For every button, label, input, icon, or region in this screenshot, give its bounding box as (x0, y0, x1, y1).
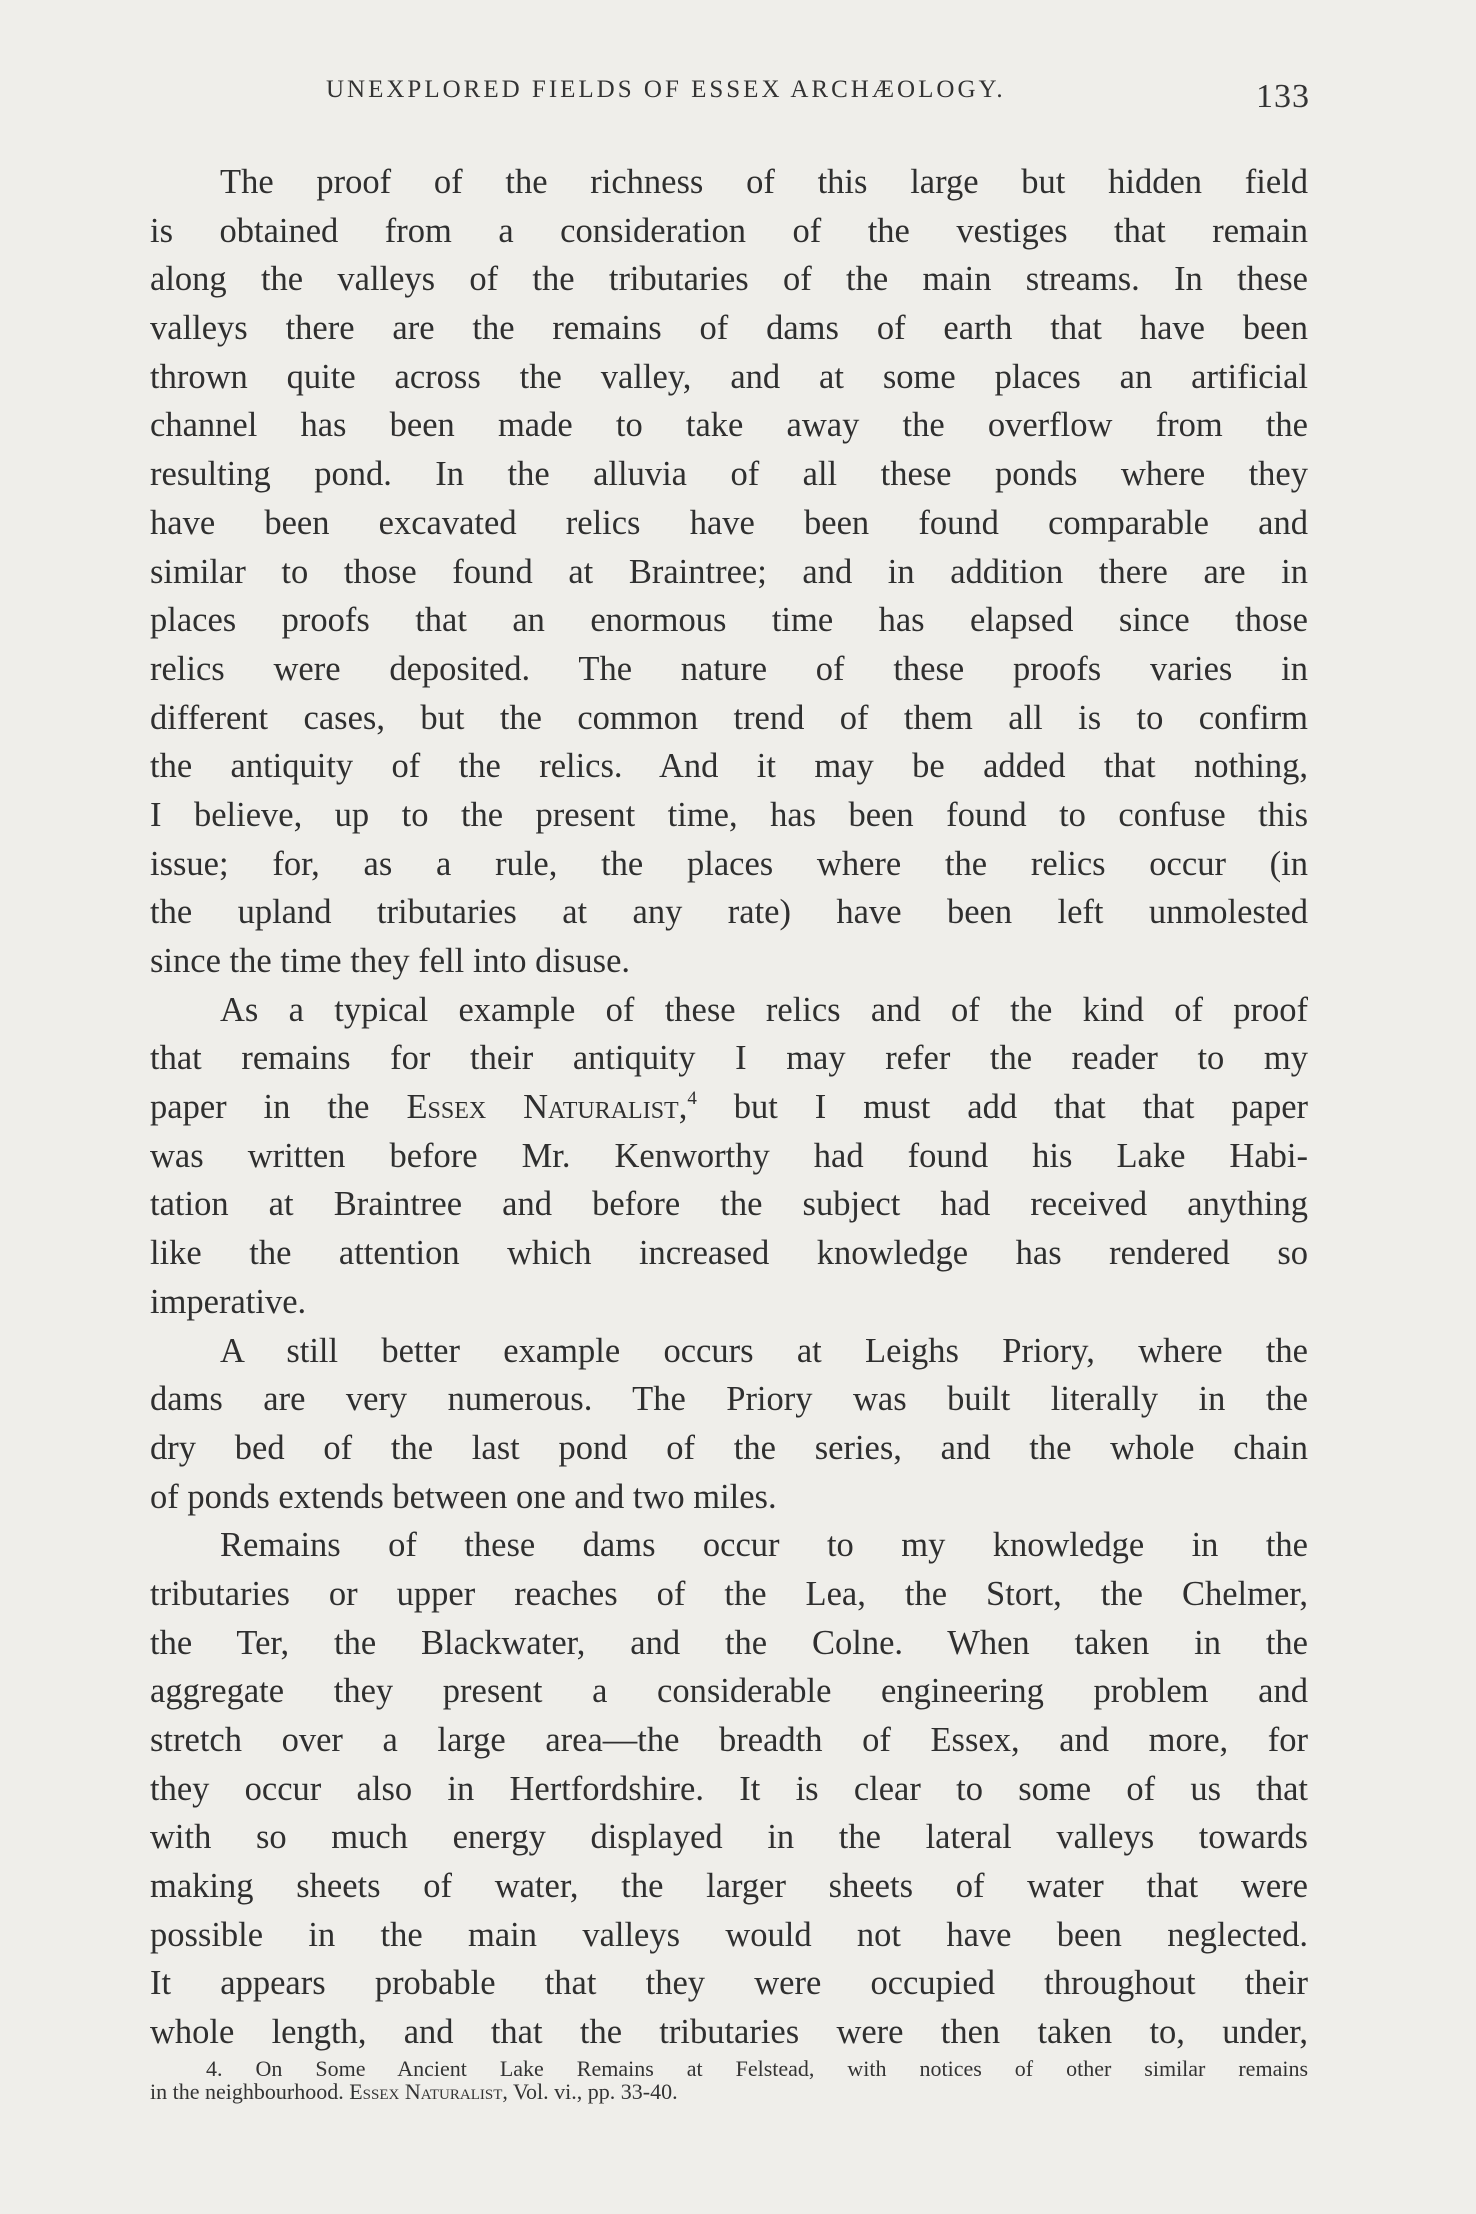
text-line: is obtained from a consideration of the vestiges that remain (150, 211, 1308, 250)
text-line: It appears probable that they were occupied throughout their (150, 1964, 1308, 2003)
footnote-text: in the neighbourhood. (150, 2079, 344, 2104)
text-line: dams are very numerous. The Priory was built literally in the (150, 1380, 1308, 1419)
footnote-line (150, 2081, 1308, 2104)
footnote-number: 4. (206, 2056, 223, 2081)
footnote-line (150, 2058, 1308, 2081)
text-line: resulting pond. In the alluvia of all these ponds where they (150, 455, 1308, 494)
text-line: places proofs that an enormous time has elapsed since those (150, 601, 1308, 640)
text-line: tributaries or upper reaches of the Lea, the Stort, the Chelmer, (150, 1574, 1308, 1613)
text-line: The proof of the richness of this large but hidden field (220, 163, 1308, 201)
text-line: with so much energy displayed in the lateral valleys towards (150, 1818, 1308, 1857)
text-line: different cases, but the common trend of them all is to confirm (150, 698, 1308, 737)
text-line: Remains of these dams occur to my knowledge in the (220, 1526, 1308, 1565)
text-line: possible in the main valleys would not have been neglected. (150, 1915, 1308, 1954)
page-number: 133 (1256, 78, 1310, 115)
text-fragment: but I must add that that paper (696, 1088, 1308, 1127)
text-line: dry bed of the last pond of the series, and the whole chain (150, 1428, 1308, 1467)
text-line: similar to those found at Braintree; and in addition there are in (150, 552, 1308, 591)
text-line: As a typical example of these relics and of the kind of proof (220, 990, 1308, 1029)
text-line: making sheets of water, the larger sheets of water that were (150, 1867, 1308, 1906)
text-line: along the valleys of the tributaries of the main streams. In these (150, 260, 1308, 299)
text-line: channel has been made to take away the overflow from the (150, 406, 1308, 445)
text-line: have been excavated relics have been found comparable and (150, 503, 1308, 542)
text-line-with-citation (150, 1083, 1308, 1132)
text-line: they occur also in Hertfordshire. It is clear to some of us that (150, 1769, 1308, 1808)
text-line: that remains for their antiquity I may refer the reader to my (150, 1039, 1308, 1078)
running-title: UNEXPLORED FIELDS OF ESSEX ARCHÆOLOGY. (326, 76, 1006, 103)
text-line: since the time they fell into disuse. (150, 942, 631, 980)
text-line: issue; for, as a rule, the places where the relics occur (in (150, 844, 1308, 883)
text-line: the Ter, the Blackwater, and the Colne. When taken in the (150, 1623, 1308, 1662)
text-line: A still better example occurs at Leighs Priory, where the (220, 1331, 1308, 1370)
text-line: the upland tributaries at any rate) have been left unmolested (150, 893, 1308, 932)
text-line: valleys there are the remains of dams of earth that have been (150, 309, 1308, 348)
text-line: the antiquity of the relics. And it may be added that nothing, (150, 747, 1308, 786)
footnote (150, 2058, 1308, 2104)
text-line: imperative. (150, 1282, 307, 1321)
footnote-text: On Some Ancient Lake Remains at Felstead, with notices of other similar remains (255, 2056, 1309, 2081)
text-line: stretch over a large area—the breadth of Essex, and more, for (150, 1721, 1308, 1759)
text-line: I believe, up to the present time, has been found to confuse this (150, 795, 1308, 834)
text-line: of ponds extends between one and two miles. (150, 1477, 777, 1516)
text-line: aggregate they present a considerable engineering problem and (150, 1672, 1308, 1711)
text-line: relics were deposited. The nature of these proofs varies in (150, 649, 1308, 688)
footnote-journal-name: Essex Naturalist (349, 2079, 503, 2104)
footnote-text: , Vol. vi., pp. 33-40. (502, 2079, 678, 2104)
running-head (150, 76, 1310, 116)
text-line: whole length, and that the tributaries were then taken to, under, (150, 2013, 1308, 2052)
text-line: was written before Mr. Kenworthy had found his Lake Habi- (150, 1136, 1308, 1175)
text-line: thrown quite across the valley, and at some places an artificial (150, 357, 1308, 396)
journal-name: Essex Naturalist, (406, 1088, 688, 1127)
footnote-reference: 4 (687, 1087, 697, 1109)
text-fragment: paper in the (150, 1088, 370, 1127)
text-line: tation at Braintree and before the subject had received anything (150, 1185, 1308, 1224)
text-line: like the attention which increased knowledge has rendered so (150, 1234, 1308, 1273)
body-text (150, 158, 1308, 2057)
